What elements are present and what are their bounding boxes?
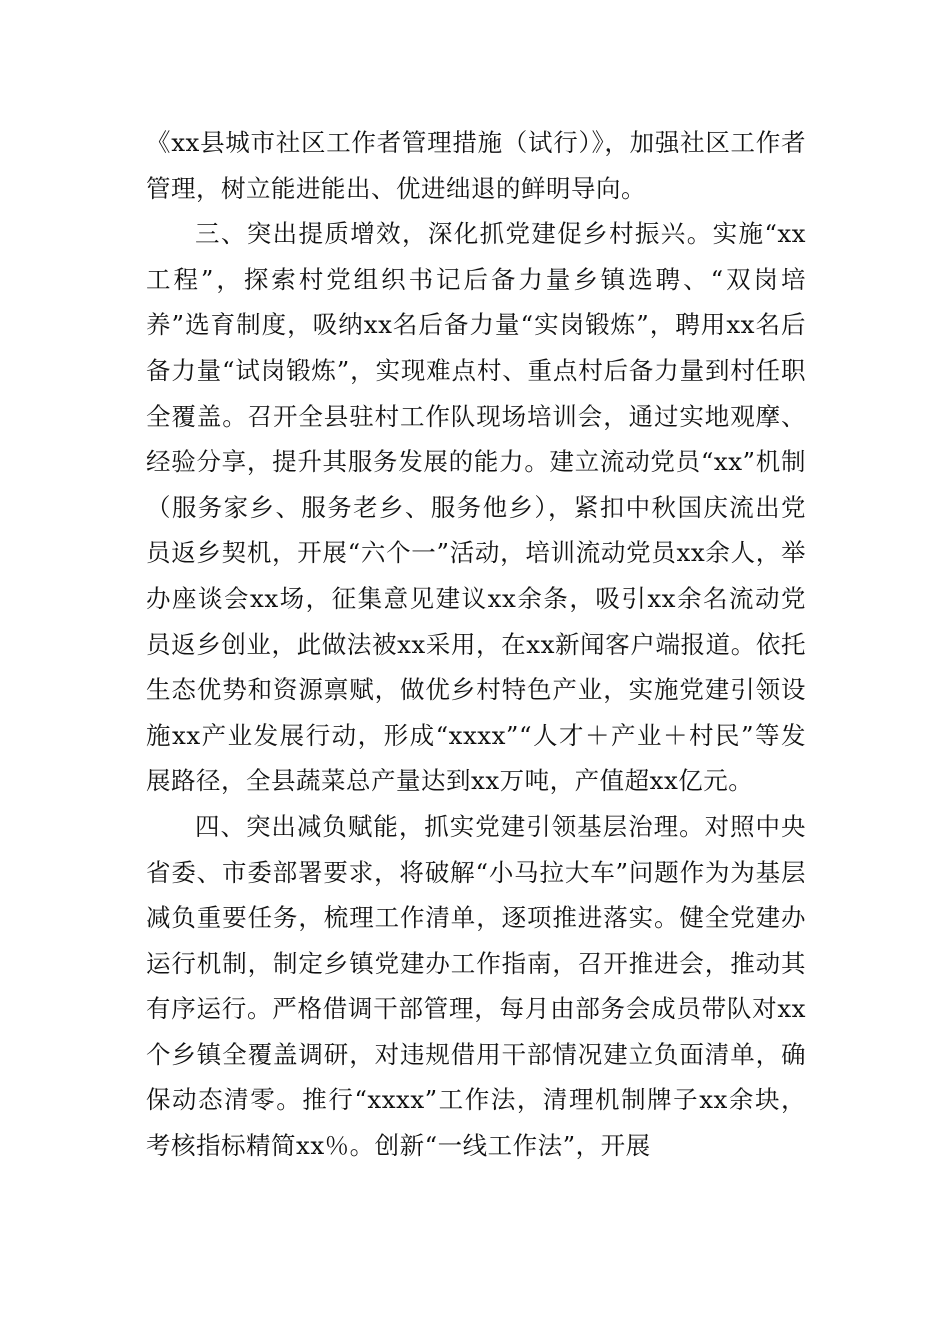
paragraph-continuation: 《xx县城市社区工作者管理措施（试行）》，加强社区工作者管理，树立能进能出、优进绌退的鲜明导向。 bbox=[146, 128, 806, 203]
document-body bbox=[146, 120, 806, 1169]
paragraph-grassroots-governance: 四、突出减负赋能，抓实党建引领基层治理。对照中央省委、市委部署要求，将破解“小马拉大车”问题作为为基层减负重要任务，梳理工作清单，逐项推进落实。健全党建办运行机制，制定乡镇党建办工作指南，召开推进会，推动其有序运行。严格借调干部管理，每月由部务会成员带队对xx个乡镇全覆盖调研，对违规借用干部情况建立负面清单，确保动态清零。推行“xxxx”工作法，清理机制牌子xx余块，考核指标精简xx％。创新“一线工作法”，开展 bbox=[146, 811, 806, 1161]
paragraph-rural-revitalization: 三、突出提质增效，深化抓党建促乡村振兴。实施“xx工程”，探索村党组织书记后备力量乡镇选聘、“双岗培养”选育制度，吸纳xx名后备力量“实岗锻炼”，聘用xx名后备力量“试岗锻炼”，实现难点村、重点村后备力量到村任职全覆盖。召开全县驻村工作队现场培训会，通过实地观摩、经验分享，提升其服务发展的能力。建立流动党员“xx”机制（服务家乡、服务老乡、服务他乡），紧扣中秋国庆流出党员返乡契机，开展“六个一”活动，培训流动党员xx余人，举办座谈会xx场，征集意见建议xx余条，吸引xx余名流动党员返乡创业，此做法被xx采用，在xx新闻客户端报道。依托生态优势和资源禀赋，做优乡村特色产业，实施党建引领设施xx产业发展行动，形成“xxxx”“人才＋产业＋村民”等发展路径，全县蔬菜总产量达到xx万吨，产值超xx亿元。 bbox=[146, 219, 806, 796]
